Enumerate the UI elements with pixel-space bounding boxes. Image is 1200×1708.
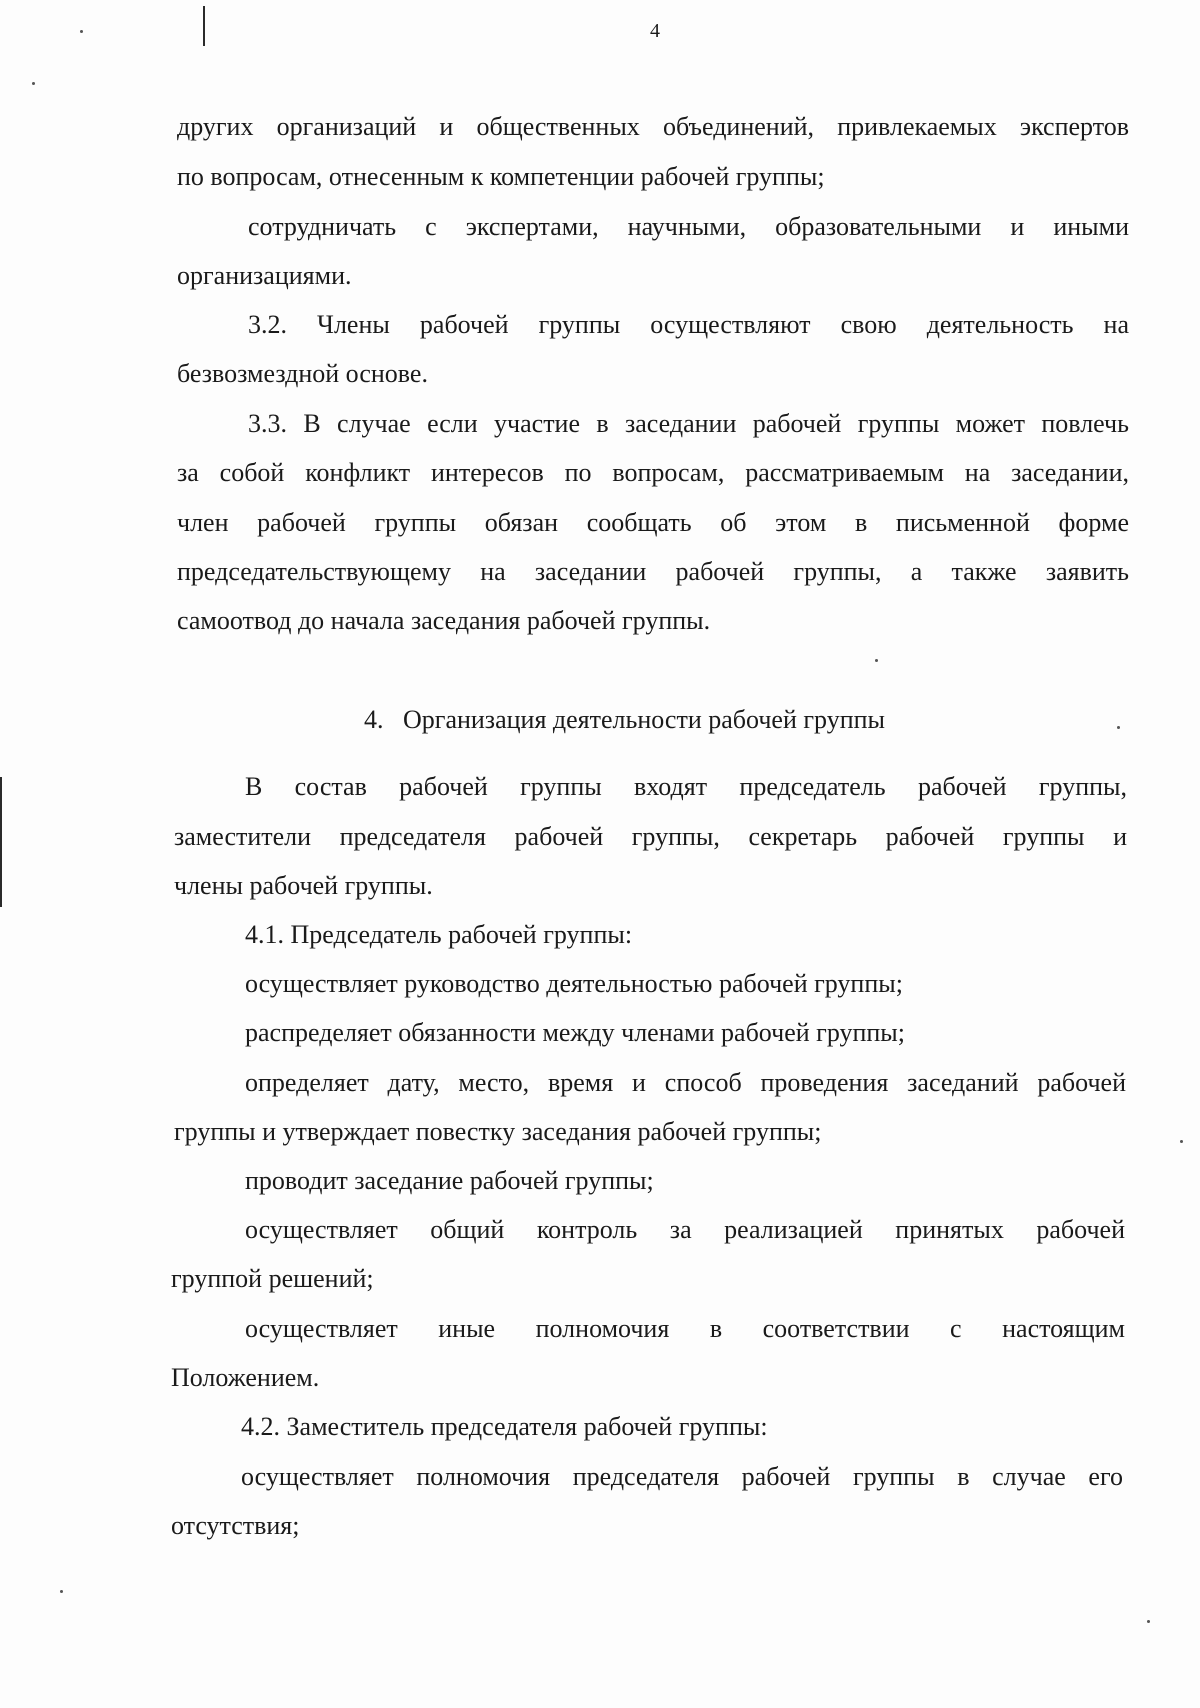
paragraph-line: Положением.	[171, 1363, 320, 1392]
paragraph-line: распределяет обязанности между членами рабочей группы;	[245, 1018, 906, 1047]
paragraph-line: председательствующему на заседании рабочей группы, а также заявить	[177, 557, 1129, 586]
scan-speck	[1147, 1620, 1150, 1623]
paragraph-line: определяет дату, место, время и способ проведения заседаний рабочей	[245, 1068, 1126, 1097]
paragraph-line: осуществляет общий контроль за реализацией принятых рабочей	[245, 1215, 1125, 1244]
paragraph-line: члены рабочей группы.	[174, 871, 433, 900]
scan-speck	[875, 659, 878, 662]
paragraph-line: осуществляет руководство деятельностью рабочей группы;	[245, 969, 903, 998]
paragraph-line: по вопросам, отнесенным к компетенции рабочей группы;	[177, 162, 825, 191]
paragraph-line: сотрудничать с экспертами, научными, образовательными и иными	[248, 212, 1129, 241]
page-number: 4	[650, 20, 660, 42]
paragraph-line: 3.2. Члены рабочей группы осуществляют свою деятельность на	[248, 310, 1129, 339]
scan-speck	[60, 1590, 63, 1593]
paragraph-line: 4.1. Председатель рабочей группы:	[245, 920, 633, 949]
scan-speck	[1180, 1140, 1183, 1143]
scan-speck	[32, 82, 35, 85]
paragraph-line: организациями.	[177, 261, 352, 290]
scan-artifact-bar-left	[0, 777, 2, 907]
paragraph-line: проводит заседание рабочей группы;	[245, 1166, 654, 1195]
paragraph-line: осуществляет полномочия председателя рабочей группы в случае его	[241, 1462, 1123, 1491]
paragraph-line: 3.3. В случае если участие в заседании рабочей группы может повлечь	[248, 409, 1129, 438]
paragraph-line: заместители председателя рабочей группы, секретарь рабочей группы и	[174, 822, 1127, 851]
paragraph-line: самоотвод до начала заседания рабочей группы.	[177, 606, 711, 635]
paragraph-line: безвозмездной основе.	[177, 359, 428, 388]
paragraph-line: 4.2. Заместитель председателя рабочей группы:	[241, 1412, 768, 1441]
paragraph-line: член рабочей группы обязан сообщать об этом в письменной форме	[177, 508, 1129, 537]
scan-speck	[1117, 726, 1120, 729]
paragraph-line: отсутствия;	[171, 1511, 300, 1540]
paragraph-line: В состав рабочей группы входят председатель рабочей группы,	[245, 772, 1127, 801]
paragraph-line: других организаций и общественных объединений, привлекаемых экспертов	[177, 112, 1129, 141]
paragraph-line: осуществляет иные полномочия в соответствии с настоящим	[245, 1314, 1125, 1343]
section-heading: 4. Организация деятельности рабочей группы	[364, 705, 885, 734]
paragraph-line: группы и утверждает повестку заседания рабочей группы;	[174, 1117, 822, 1146]
paragraph-line: за собой конфликт интересов по вопросам, рассматриваемым на заседании,	[177, 458, 1129, 487]
paragraph-line: группой решений;	[171, 1264, 374, 1293]
